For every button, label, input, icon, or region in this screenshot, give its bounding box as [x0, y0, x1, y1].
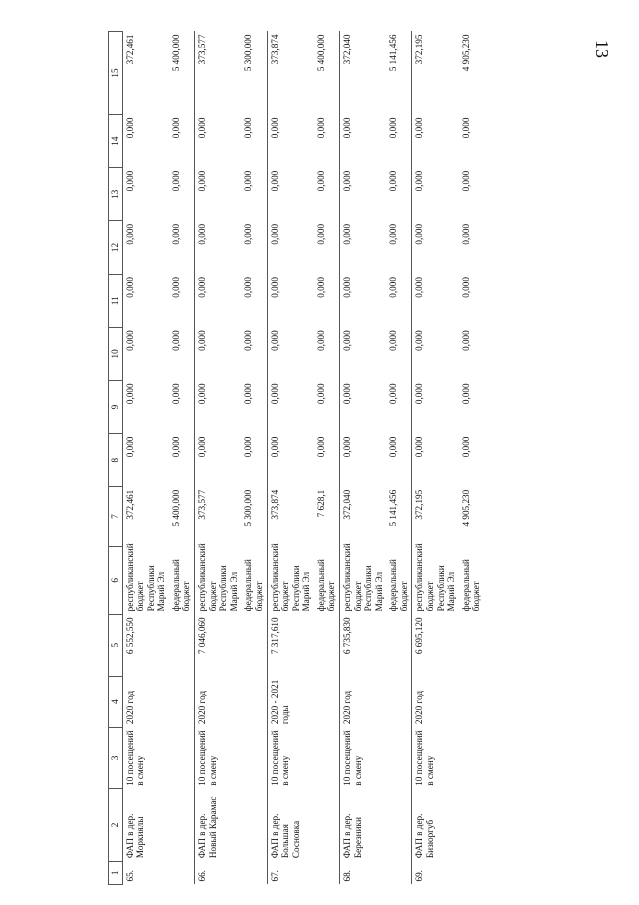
- budget-table: [108, 31, 484, 885]
- funding-value: 0,000: [414, 436, 425, 458]
- funding-source: республиканский бюджет Республики Марий Эл: [341, 543, 384, 612]
- funding-value: 0,000: [315, 330, 326, 351]
- funding-value: 0,000: [243, 330, 254, 351]
- column-number: 13: [109, 168, 123, 221]
- table-row: [241, 32, 267, 885]
- funding-source: федеральный бюджет: [315, 559, 337, 612]
- funding-value: 0,000: [269, 383, 280, 405]
- funding-value: 0,000: [170, 330, 181, 351]
- facility-name: [459, 789, 484, 861]
- funding-value: 0,000: [197, 383, 208, 405]
- total-cost: [241, 614, 267, 676]
- funding-value: 0,000: [124, 277, 135, 298]
- funding-value: 372,461: [124, 489, 135, 520]
- funding-value: 0,000: [170, 117, 181, 139]
- construction-period: 2020 год: [341, 690, 352, 725]
- funding-value: 373,874: [269, 34, 280, 65]
- row-index: 68.: [341, 870, 352, 882]
- funding-value: 0,000: [243, 223, 254, 245]
- facility-name: [241, 789, 267, 861]
- funding-value: 0,000: [269, 436, 280, 458]
- funding-value: 4 905,230: [460, 489, 471, 527]
- funding-value: 0,000: [170, 436, 181, 458]
- funding-value: 0,000: [170, 170, 181, 192]
- funding-value: 373,577: [197, 489, 208, 520]
- facility-capacity: 10 посещений в смену: [414, 730, 436, 786]
- funding-value: 5 400,000: [315, 34, 326, 72]
- funding-value: 372,195: [414, 489, 425, 520]
- facility-name: [314, 789, 340, 861]
- total-cost: 6 735,830: [341, 617, 352, 655]
- funding-value: 0,000: [388, 170, 399, 192]
- funding-value: 373,577: [197, 34, 208, 65]
- funding-value: 0,000: [269, 170, 280, 192]
- funding-value: 0,000: [388, 383, 399, 405]
- construction-period: 2020 год: [197, 690, 208, 725]
- facility-capacity: [314, 727, 340, 789]
- funding-value: 0,000: [341, 223, 352, 245]
- funding-value: 0,000: [197, 117, 208, 139]
- funding-value: 7 628,1: [315, 489, 326, 518]
- funding-value: 0,000: [170, 277, 181, 298]
- construction-period: [314, 676, 340, 727]
- facility-capacity: [386, 727, 412, 789]
- construction-period: [386, 676, 412, 727]
- table-row: [339, 32, 386, 885]
- funding-source: республиканский бюджет Республики Марий Эл: [197, 543, 239, 612]
- funding-value: 0,000: [315, 277, 326, 298]
- funding-value: 0,000: [414, 117, 425, 139]
- funding-value: 0,000: [460, 277, 471, 298]
- funding-value: 372,461: [124, 34, 135, 65]
- funding-value: 0,000: [414, 383, 425, 405]
- funding-value: 0,000: [460, 117, 471, 139]
- table-row: [412, 32, 459, 885]
- funding-value: 0,000: [315, 383, 326, 405]
- total-cost: 7 317,610: [269, 617, 280, 655]
- funding-value: 0,000: [341, 330, 352, 351]
- facility-capacity: 10 посещений в смену: [197, 730, 218, 786]
- funding-value: 0,000: [414, 223, 425, 245]
- funding-value: 0,000: [341, 277, 352, 298]
- funding-value: 0,000: [414, 330, 425, 351]
- column-number: 12: [109, 221, 123, 274]
- funding-value: 0,000: [460, 170, 471, 192]
- column-number: 2: [109, 789, 123, 861]
- funding-value: 5 141,456: [388, 34, 399, 72]
- funding-value: 0,000: [170, 383, 181, 405]
- funding-value: 0,000: [197, 436, 208, 458]
- total-cost: [169, 614, 195, 676]
- funding-value: 0,000: [341, 436, 352, 458]
- facility-name: ФАП в дер. Моркиялы: [124, 813, 146, 859]
- funding-value: 5 300,000: [243, 489, 254, 527]
- row-index: [241, 861, 267, 884]
- table-row: [386, 32, 412, 885]
- funding-value: 0,000: [388, 223, 399, 245]
- table-row: [267, 32, 314, 885]
- funding-value: 0,000: [414, 277, 425, 298]
- funding-value: 0,000: [170, 223, 181, 245]
- funding-value: 0,000: [124, 223, 135, 245]
- funding-value: 0,000: [124, 383, 135, 405]
- construction-period: [459, 676, 484, 727]
- funding-value: 0,000: [243, 383, 254, 405]
- funding-value: 0,000: [269, 277, 280, 298]
- funding-value: 372,040: [341, 34, 352, 65]
- funding-value: 0,000: [197, 170, 208, 192]
- row-index: [386, 861, 412, 884]
- total-cost: 6 695,120: [414, 617, 425, 655]
- facility-capacity: [241, 727, 267, 789]
- funding-value: 0,000: [269, 117, 280, 139]
- construction-period: [169, 676, 195, 727]
- row-index: [314, 861, 340, 884]
- row-index: 67.: [269, 870, 280, 882]
- construction-period: 2020 год: [414, 690, 425, 725]
- funding-value: 0,000: [315, 436, 326, 458]
- construction-period: 2020 год: [124, 690, 135, 725]
- funding-value: 0,000: [460, 223, 471, 245]
- column-number: 6: [109, 546, 123, 614]
- column-number: 4: [109, 676, 123, 727]
- row-index: [459, 861, 484, 884]
- row-index: [169, 861, 195, 884]
- total-cost: [386, 614, 412, 676]
- row-index: 66.: [197, 870, 208, 882]
- column-number: 11: [109, 274, 123, 327]
- facility-name: [169, 789, 195, 861]
- funding-value: 0,000: [124, 170, 135, 192]
- funding-value: 0,000: [124, 117, 135, 139]
- column-number: 14: [109, 115, 123, 168]
- funding-value: 0,000: [243, 277, 254, 298]
- column-number: 1: [109, 861, 123, 884]
- funding-source: республиканский бюджет Республики Марий Эл: [414, 543, 457, 612]
- funding-value: 0,000: [315, 170, 326, 192]
- table-body: [122, 32, 484, 885]
- funding-value: 0,000: [243, 170, 254, 192]
- funding-value: 0,000: [460, 436, 471, 458]
- construction-period: 2020 - 2021 годы: [269, 679, 291, 725]
- funding-value: 373,874: [269, 489, 280, 520]
- funding-value: 0,000: [341, 383, 352, 405]
- funding-value: 0,000: [243, 117, 254, 139]
- funding-value: 372,040: [341, 489, 352, 520]
- facility-capacity: 10 посещений в смену: [341, 730, 363, 786]
- row-index: 65.: [124, 870, 135, 882]
- funding-value: 0,000: [197, 223, 208, 245]
- column-number: 5: [109, 614, 123, 676]
- construction-period: [241, 676, 267, 727]
- funding-value: 0,000: [388, 436, 399, 458]
- table-row: [169, 32, 195, 885]
- page-number: 13: [592, 40, 612, 58]
- facility-capacity: 10 посещений в смену: [269, 730, 291, 786]
- funding-value: 0,000: [269, 330, 280, 351]
- funding-value: 0,000: [315, 223, 326, 245]
- funding-value: 0,000: [197, 330, 208, 351]
- funding-source: федеральный бюджет: [170, 559, 192, 612]
- funding-source: федеральный бюджет: [243, 559, 264, 612]
- funding-value: 0,000: [388, 330, 399, 351]
- funding-source: республиканский бюджет Республики Марий Эл: [269, 543, 312, 612]
- facility-name: ФАП в дер. Бизюргуб: [414, 813, 436, 859]
- column-number: 7: [109, 487, 123, 547]
- funding-value: 0,000: [460, 330, 471, 351]
- funding-value: 0,000: [460, 383, 471, 405]
- facility-capacity: 10 посещений в смену: [124, 730, 146, 786]
- column-number-row: [109, 32, 123, 885]
- column-number: 10: [109, 327, 123, 380]
- total-cost: 7 046,060: [197, 617, 208, 655]
- funding-value: 0,000: [269, 223, 280, 245]
- table-row: [314, 32, 340, 885]
- facility-name: [386, 789, 412, 861]
- column-number: 8: [109, 434, 123, 487]
- funding-value: 372,195: [414, 34, 425, 65]
- funding-value: 0,000: [388, 117, 399, 139]
- funding-value: 0,000: [315, 117, 326, 139]
- facility-name: ФАП в дер. Березники: [341, 813, 363, 859]
- column-number: 9: [109, 380, 123, 433]
- facility-name: ФАП в дер. Новый Карамас: [197, 796, 218, 859]
- funding-value: 0,000: [197, 277, 208, 298]
- funding-source: федеральный бюджет: [388, 559, 409, 612]
- table-row: [459, 32, 484, 885]
- funding-value: 4 905,230: [460, 34, 471, 72]
- column-number: 15: [109, 32, 123, 115]
- facility-name: ФАП в дер. Большая Сосновка: [269, 813, 301, 859]
- facility-capacity: [459, 727, 484, 789]
- total-cost: 6 552,550: [124, 617, 135, 655]
- funding-value: 5 141,456: [388, 489, 399, 527]
- funding-value: 0,000: [243, 436, 254, 458]
- table-row: [122, 32, 169, 885]
- funding-value: 0,000: [124, 436, 135, 458]
- funding-source: федеральный бюджет: [460, 559, 482, 612]
- column-number: 3: [109, 727, 123, 789]
- funding-value: 5 400,000: [170, 34, 181, 72]
- funding-value: 0,000: [414, 170, 425, 192]
- facility-capacity: [169, 727, 195, 789]
- table-row: [195, 32, 242, 885]
- total-cost: [459, 614, 484, 676]
- funding-value: 0,000: [124, 330, 135, 351]
- funding-value: 0,000: [341, 170, 352, 192]
- funding-source: республиканский бюджет Республики Марий Эл: [124, 543, 167, 612]
- funding-value: 0,000: [388, 277, 399, 298]
- funding-value: 5 300,000: [243, 34, 254, 72]
- row-index: 69.: [414, 870, 425, 882]
- funding-value: 5 400,000: [170, 489, 181, 527]
- total-cost: [314, 614, 340, 676]
- funding-value: 0,000: [341, 117, 352, 139]
